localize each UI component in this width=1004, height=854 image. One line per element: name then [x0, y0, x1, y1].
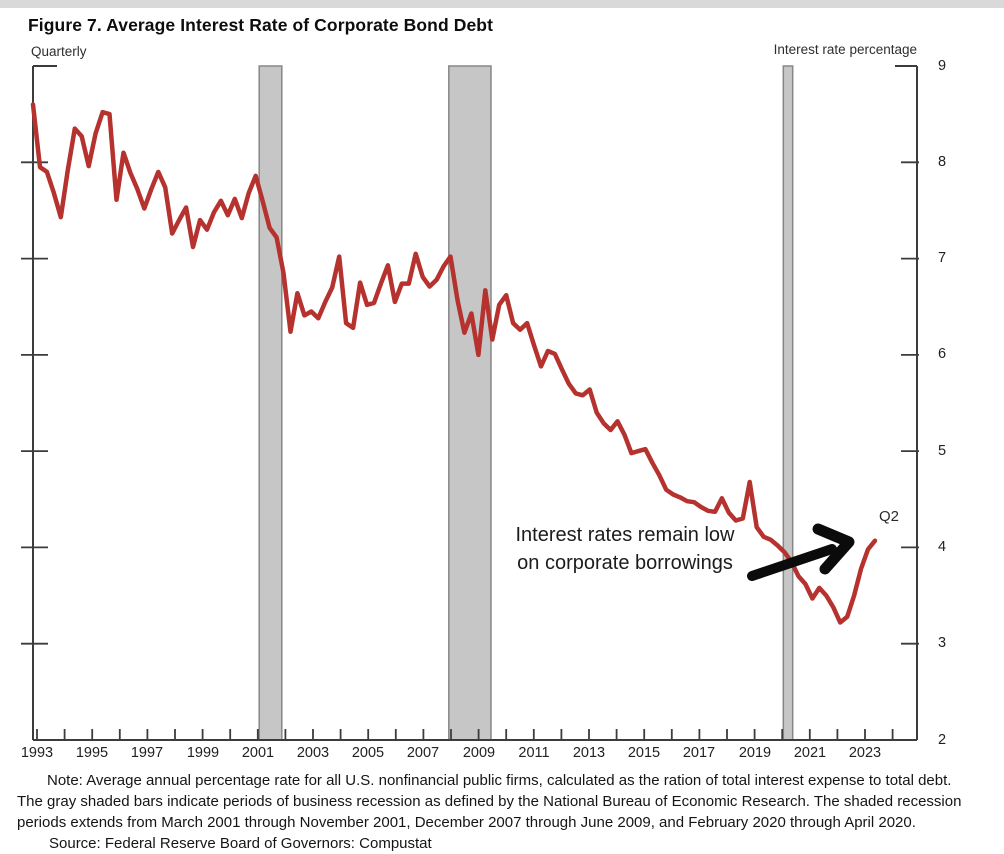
y-tick-label: 4	[937, 539, 947, 555]
x-tick-label: 2015	[627, 745, 661, 761]
x-tick-label: 2007	[406, 745, 440, 761]
frequency-label: Quarterly	[31, 44, 87, 59]
x-tick-label: 2017	[682, 745, 716, 761]
x-tick-label: 2005	[351, 745, 385, 761]
note-line: periods extends from March 2001 through November 2001, December 2007 through June 2009, and February 2020 through April 2020.	[17, 814, 916, 831]
y-tick-label: 8	[937, 154, 947, 170]
note-line: The gray shaded bars indicate periods of business recession as defined by the National Bureau of Economic Research. The shaded recession	[17, 793, 962, 810]
x-tick-label: 2009	[462, 745, 496, 761]
annotation-line-2: on corporate borrowings	[517, 552, 733, 574]
annotation-text	[492, 521, 758, 577]
recession-bar	[783, 66, 792, 740]
x-tick-label: 1995	[75, 745, 109, 761]
x-tick-label: 2011	[518, 745, 550, 761]
recession-bar	[259, 66, 282, 740]
note-line: Note: Average annual percentage rate for all U.S. nonfinancial public firms, calculated as the ration of total interest expense to total debt.	[47, 772, 952, 789]
x-tick-label: 2021	[793, 745, 827, 761]
figure-title: Figure 7. Average Interest Rate of Corporate Bond Debt	[28, 15, 494, 35]
x-tick-label: 2013	[572, 745, 606, 761]
note-block	[17, 770, 992, 854]
unit-axis-label: Interest rate percentage	[773, 42, 917, 57]
end-point-label: Q2	[879, 508, 900, 525]
recession-bar	[449, 66, 491, 740]
source-line: Source: Federal Reserve Board of Governors: Compustat	[49, 835, 432, 852]
x-tick-label: 1993	[20, 745, 54, 761]
y-tick-label: 5	[937, 443, 947, 459]
y-tick-label: 7	[937, 250, 947, 266]
x-tick-label: 2019	[738, 745, 772, 761]
y-tick-label: 2	[937, 732, 947, 748]
x-tick-label: 2001	[241, 745, 275, 761]
y-tick-label: 9	[937, 58, 947, 74]
y-tick-label: 6	[937, 346, 947, 362]
y-tick-label: 3	[937, 635, 947, 651]
annotation-line-1: Interest rates remain low	[515, 524, 735, 546]
x-tick-label: 1997	[130, 745, 164, 761]
x-tick-label: 1999	[186, 745, 220, 761]
x-tick-label: 2003	[296, 745, 330, 761]
x-tick-label: 2023	[848, 745, 882, 761]
